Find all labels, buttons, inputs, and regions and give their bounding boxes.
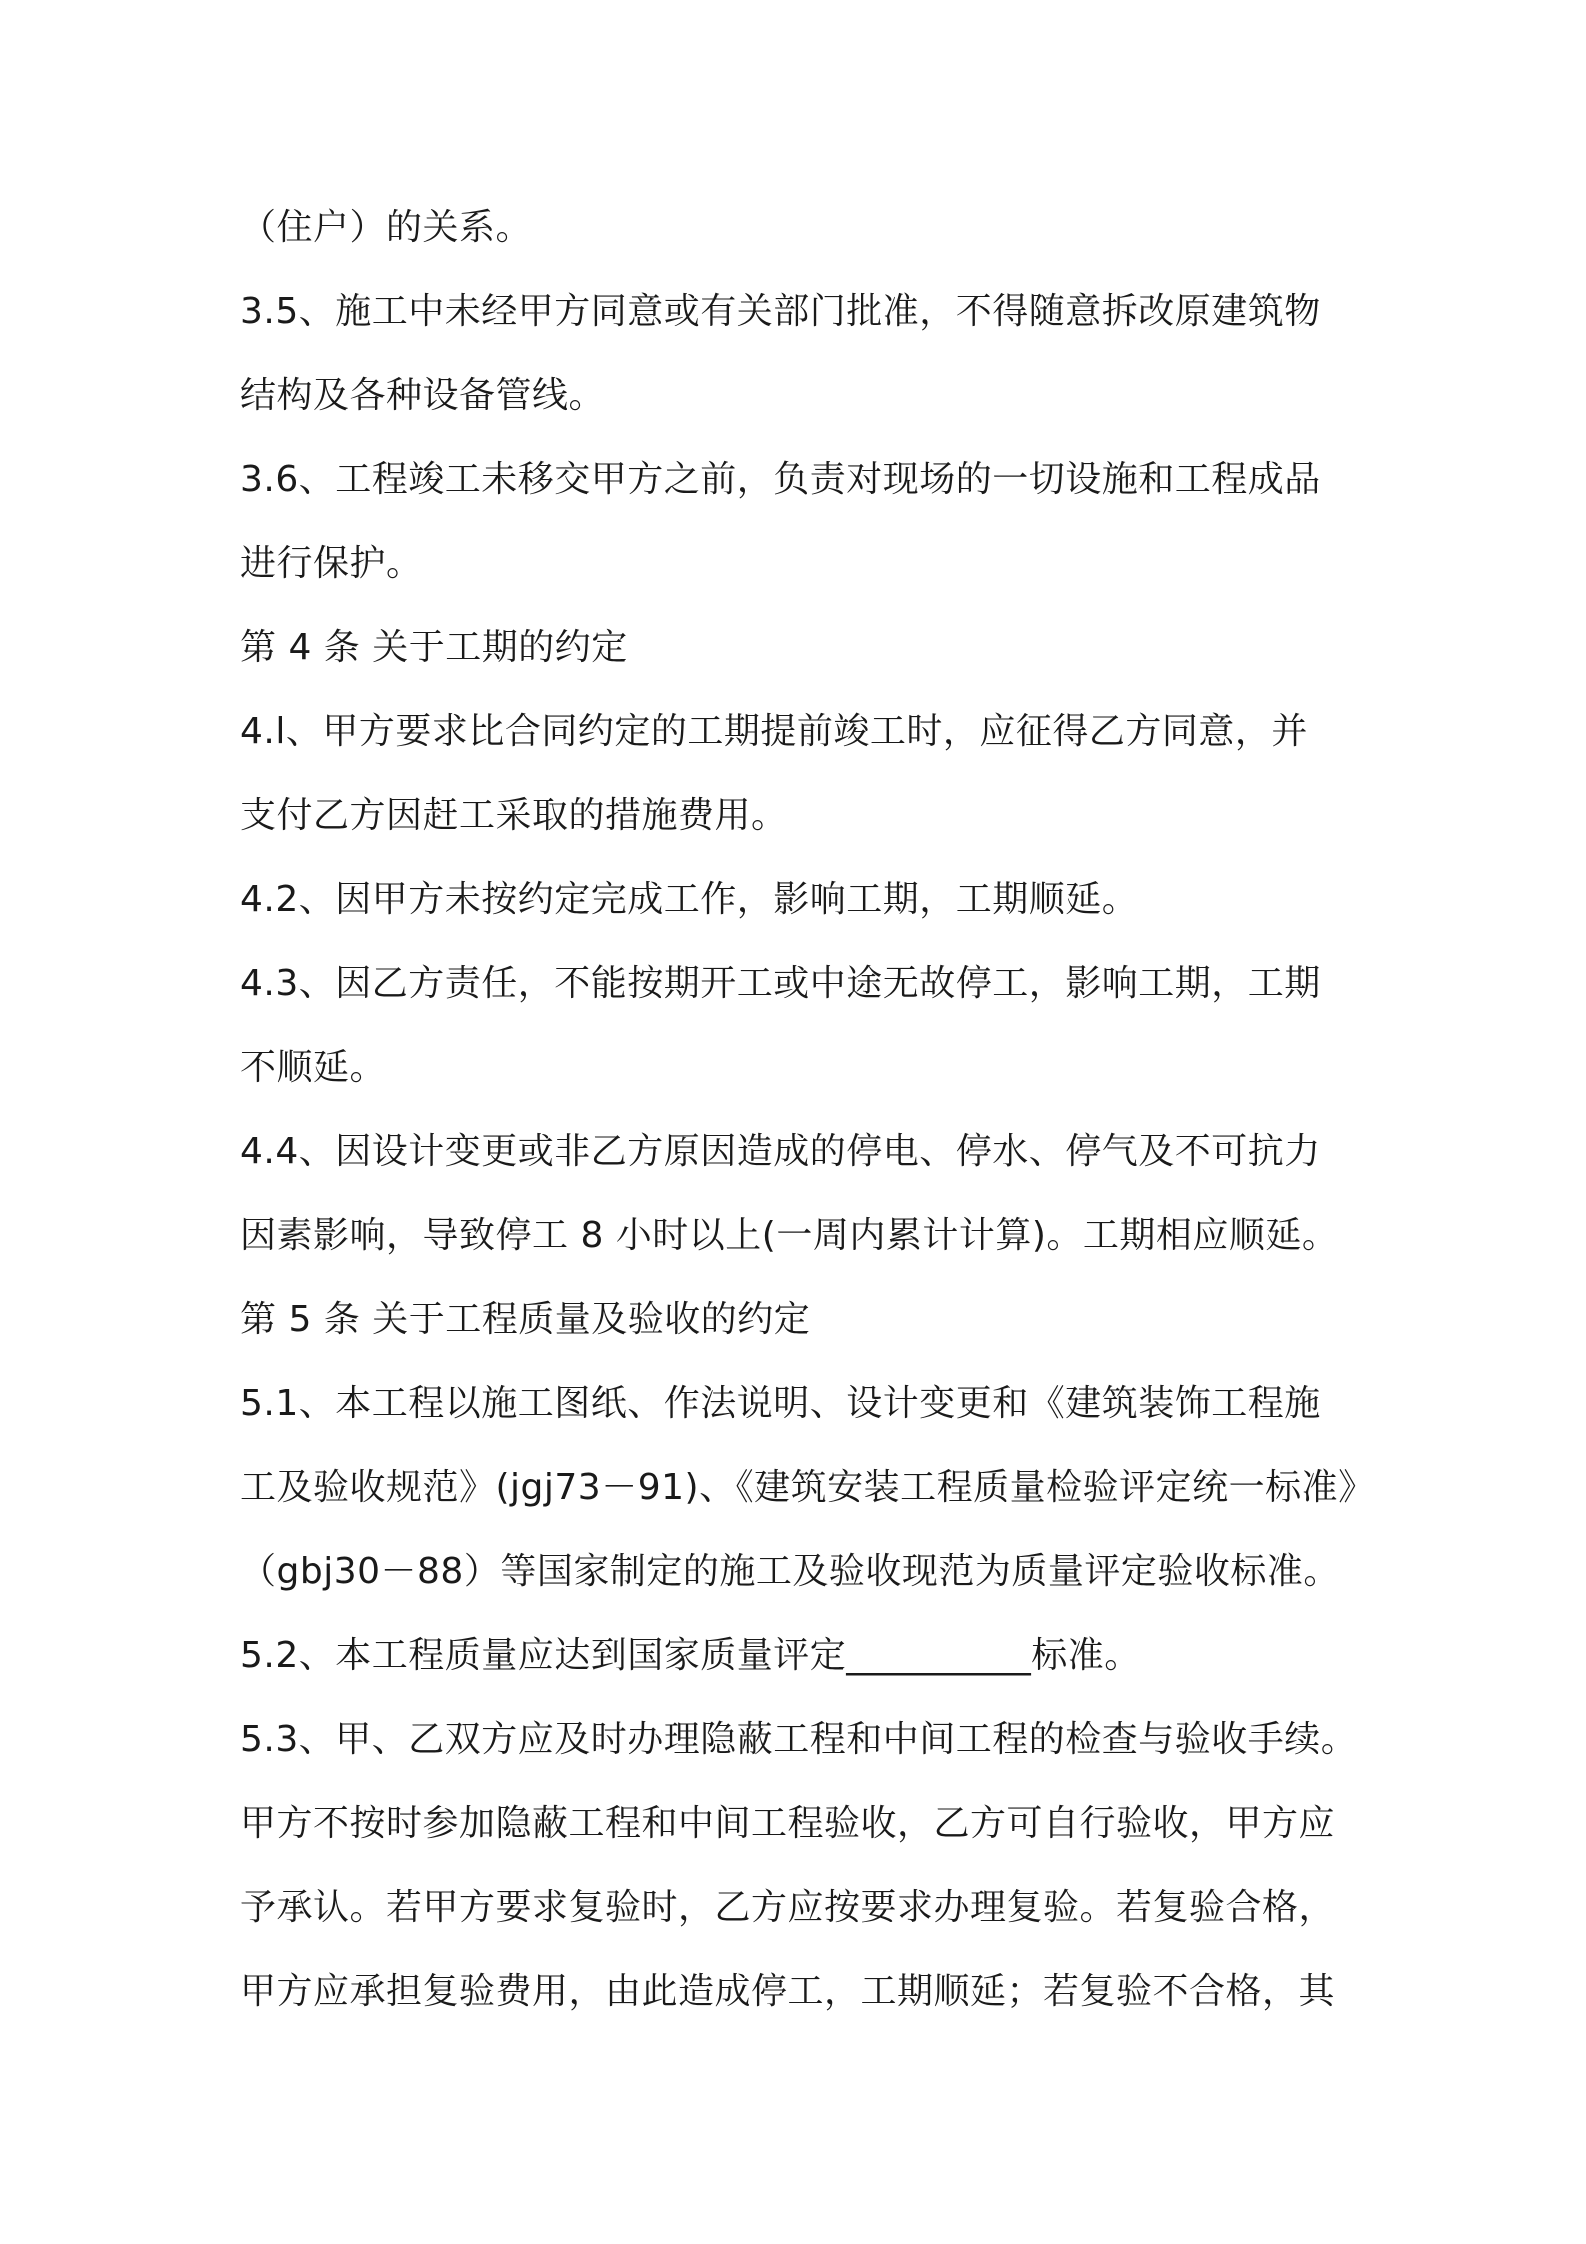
text-line: 4.2、因甲方未按约定完成工作，影响工期，工期顺延。 bbox=[240, 879, 1139, 920]
text-line: 不顺延。 bbox=[240, 1047, 387, 1088]
text-line: 5.3、甲、乙双方应及时办理隐蔽工程和中间工程的检查与验收手续。 bbox=[240, 1719, 1358, 1760]
section-heading: 第 4 条 关于工期的约定 bbox=[240, 627, 628, 668]
text-line: 3.5、施工中未经甲方同意或有关部门批准，不得随意拆改原建筑物 bbox=[240, 291, 1321, 332]
section-heading: 第 5 条 关于工程质量及验收的约定 bbox=[240, 1299, 811, 1340]
text-line: 甲方应承担复验费用，由此造成停工，工期顺延；若复验不合格，其 bbox=[240, 1971, 1336, 2012]
text-line: 4.l、甲方要求比合同约定的工期提前竣工时，应征得乙方同意，并 bbox=[240, 711, 1308, 752]
text-line: 予承认。若甲方要求复验时，乙方应按要求办理复验。若复验合格， bbox=[240, 1887, 1336, 1928]
text-line: 3.6、工程竣工未移交甲方之前，负责对现场的一切设施和工程成品 bbox=[240, 459, 1321, 500]
text-line: 4.4、因设计变更或非乙方原因造成的停电、停水、停气及不可抗力 bbox=[240, 1131, 1321, 1172]
text-line: 4.3、因乙方责任，不能按期开工或中途无故停工，影响工期，工期 bbox=[240, 963, 1321, 1004]
text-line: 因素影响，导致停工 8 小时以上(一周内累计计算)。工期相应顺延。 bbox=[240, 1215, 1339, 1256]
text-line: 工及验收规范》(jgj73－91)、《建筑安装工程质量检验评定统一标准》 bbox=[240, 1467, 1375, 1508]
text-line: 5.2、本工程质量应达到国家质量评定__________标准。 bbox=[240, 1635, 1141, 1676]
text-line: 结构及各种设备管线。 bbox=[240, 375, 606, 416]
text-line: 进行保护。 bbox=[240, 543, 423, 584]
text-line: （gbj30－88）等国家制定的施工及验收现范为质量评定验收标准。 bbox=[240, 1551, 1340, 1592]
text-line: 5.1、本工程以施工图纸、作法说明、设计变更和《建筑装饰工程施 bbox=[240, 1383, 1321, 1424]
text-line: 支付乙方因赶工采取的措施费用。 bbox=[240, 795, 788, 836]
text-line: （住户）的关系。 bbox=[240, 207, 533, 248]
text-line: 甲方不按时参加隐蔽工程和中间工程验收，乙方可自行验收，甲方应 bbox=[240, 1803, 1336, 1844]
